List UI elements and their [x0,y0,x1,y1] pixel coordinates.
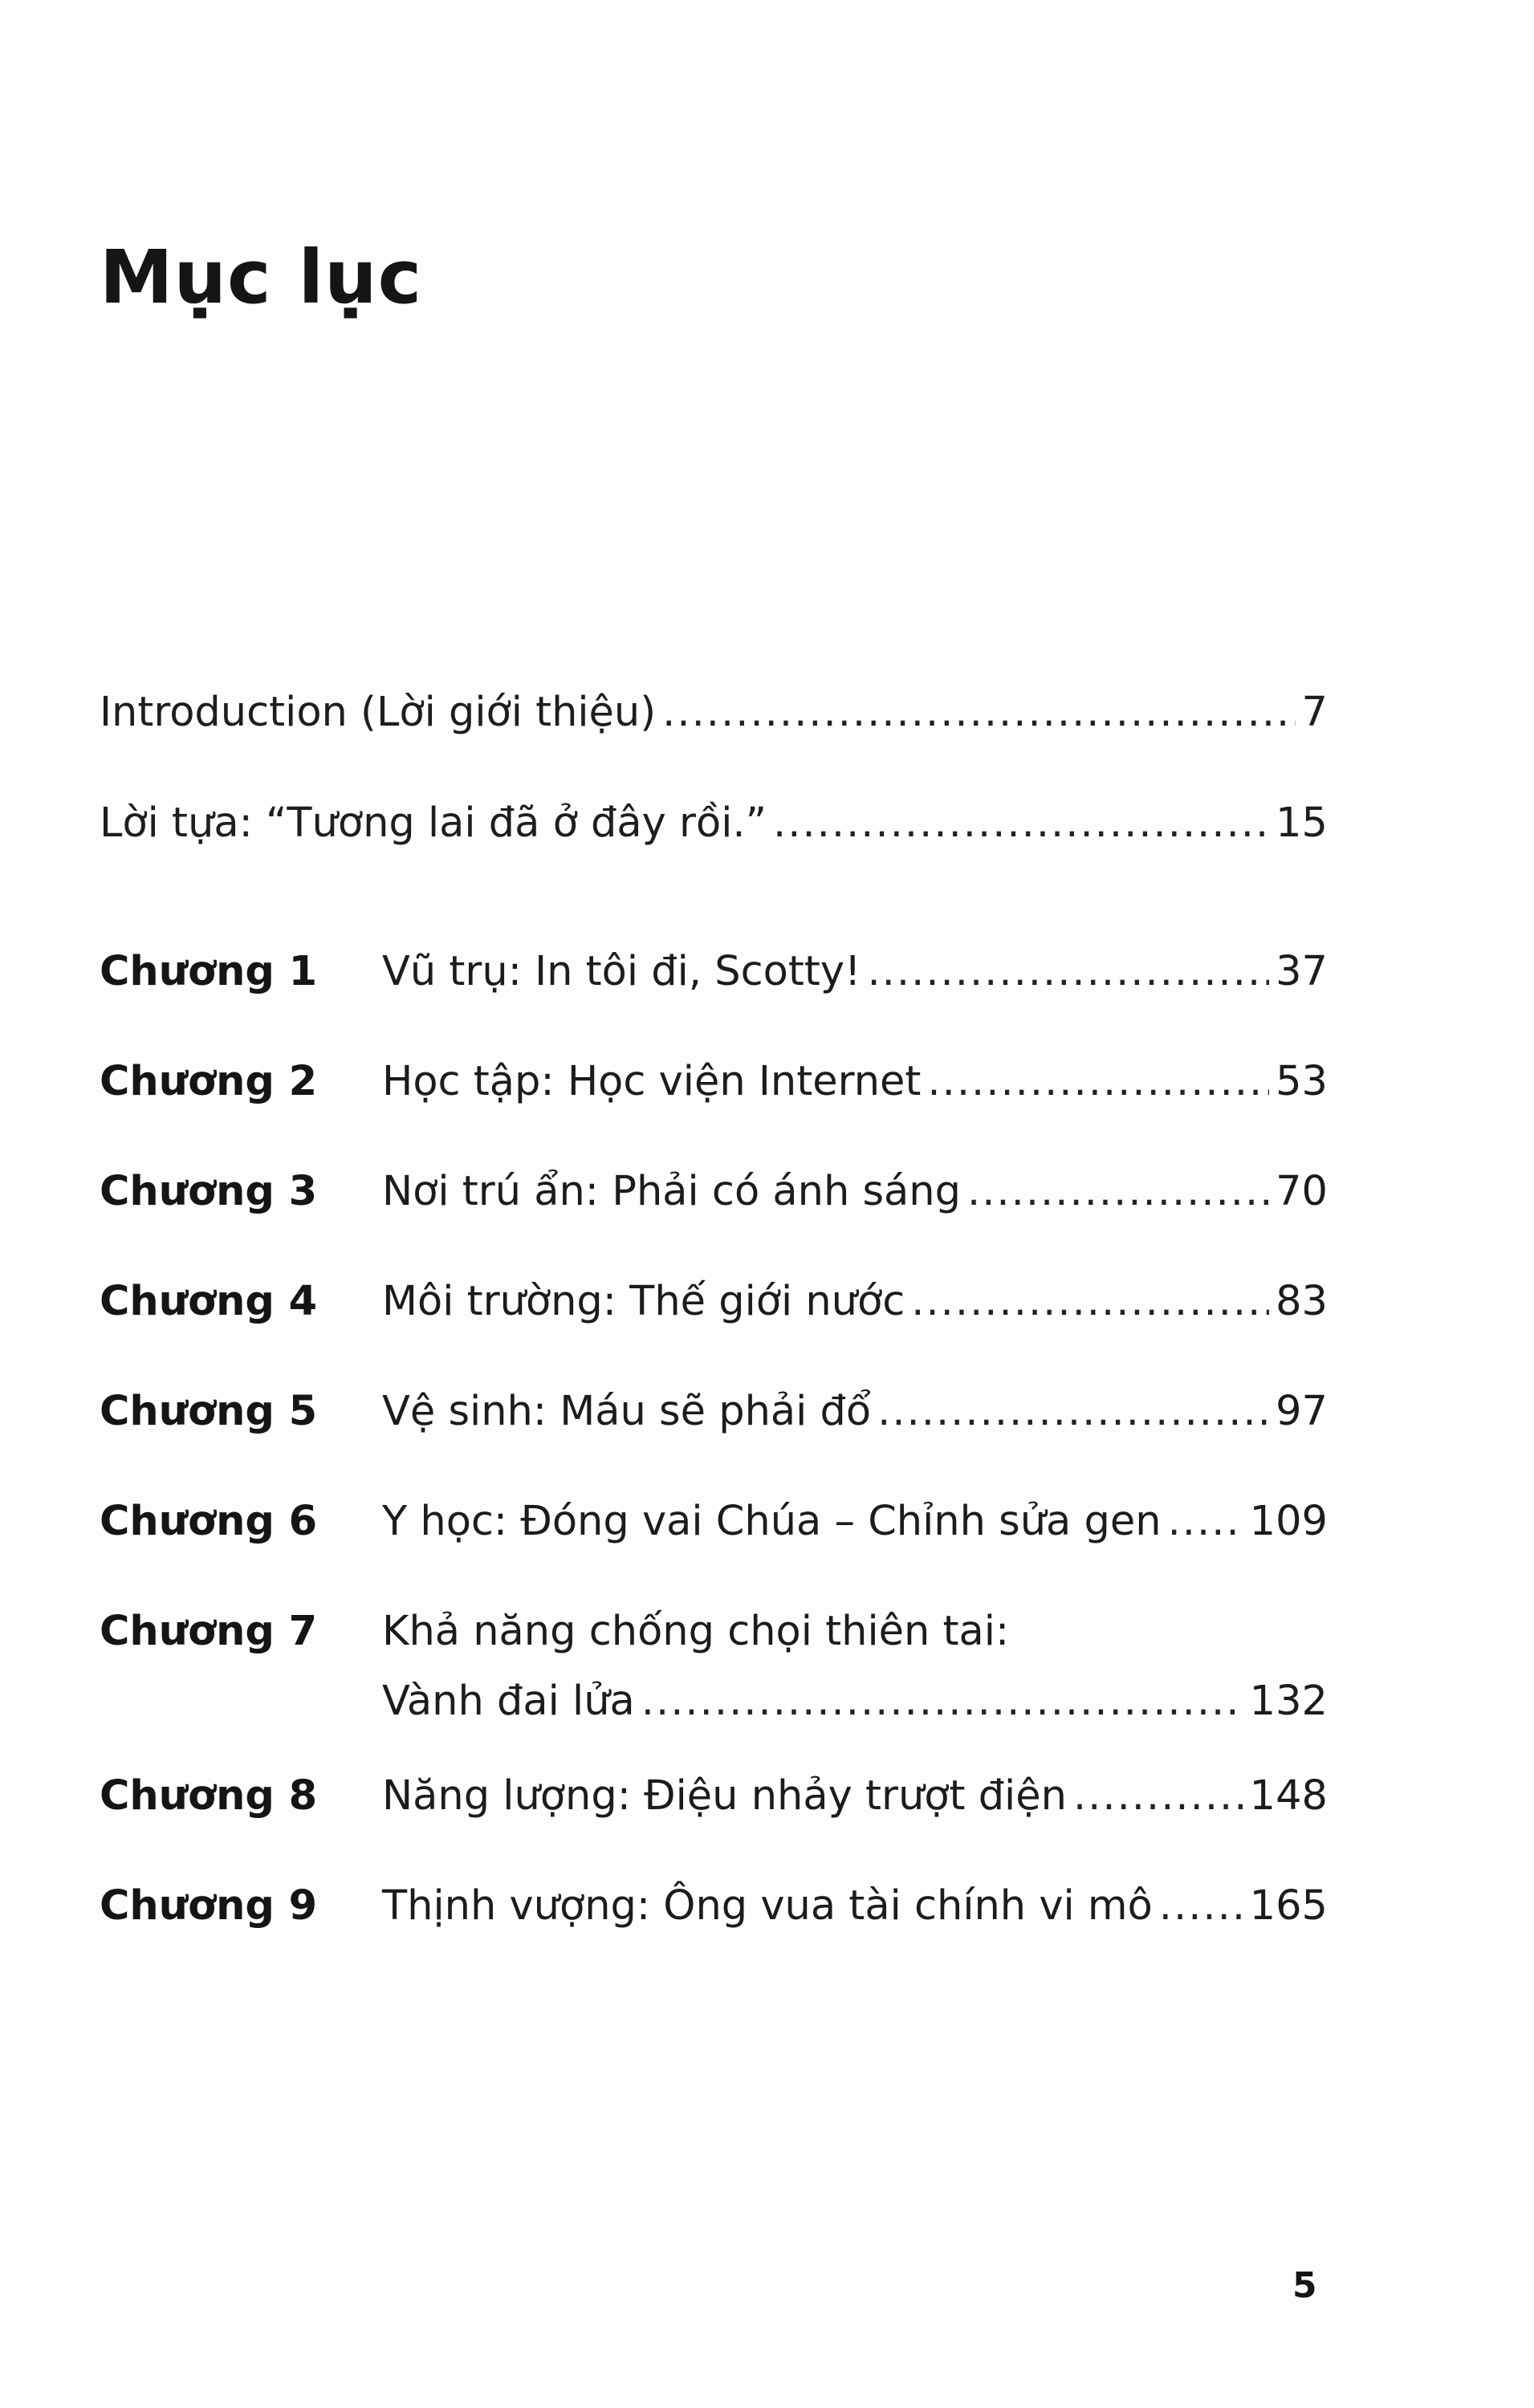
toc-chapter-4 [100,1278,1328,1325]
chapter-label: Chương 5 [100,1388,318,1435]
chapter-page-number: 165 [1249,1882,1328,1930]
chapter-page-number: 132 [1249,1678,1328,1725]
chapter-label: Chương 9 [100,1882,318,1930]
toc-chapter-9 [100,1882,1328,1930]
entry-title: Introduction (Lời giới thiệu) [100,689,657,736]
chapter-page-number: 37 [1276,948,1328,995]
chapter-title: Môi trường: Thế giới nước [382,1278,905,1325]
chapter-label: Chương 3 [100,1168,318,1215]
toc-chapter-2 [100,1058,1328,1105]
entry-page-number: 15 [1276,799,1328,847]
dot-leader [641,1681,1243,1722]
page-number: 5 [1292,2265,1317,2306]
dot-leader [967,1171,1269,1212]
dot-leader [867,951,1269,992]
chapter-page-number: 83 [1276,1278,1328,1325]
dot-leader [911,1281,1269,1322]
dot-leader [927,1061,1269,1102]
toc-chapter-1 [100,948,1328,995]
entry-page-number: 7 [1301,689,1328,736]
toc-chapter-7 [100,1608,1328,1725]
chapter-title: Vành đai lửa [382,1678,635,1725]
dot-leader [1073,1775,1243,1816]
chapter-title: Năng lượng: Điệu nhảy trượt điện [382,1772,1067,1820]
dot-leader [877,1391,1269,1432]
dot-leader [1168,1501,1243,1542]
chapter-page-number: 53 [1276,1058,1328,1105]
chapter-label: Chương 4 [100,1278,318,1325]
toc-chapter-6 [100,1498,1328,1545]
toc-entry-introduction [100,689,1328,736]
chapter-title-line1: Khả năng chống chọi thiên tai: [382,1608,1010,1655]
chapter-page-number: 70 [1276,1168,1328,1215]
chapter-label: Chương 7 [100,1608,318,1655]
chapter-title: Vệ sinh: Máu sẽ phải đổ [382,1388,872,1435]
chapter-page-number: 97 [1276,1388,1328,1435]
dot-leader [1159,1885,1243,1926]
toc-chapter-5 [100,1388,1328,1435]
chapter-page-number: 109 [1249,1498,1328,1545]
dot-leader [773,803,1269,844]
chapter-label: Chương 8 [100,1772,318,1820]
chapter-label: Chương 6 [100,1498,318,1545]
chapter-title: Thịnh vượng: Ông vua tài chính vi mô [382,1882,1153,1930]
chapter-title: Học tập: Học viện Internet [382,1058,922,1105]
entry-title: Lời tựa: “Tương lai đã ở đây rồi.” [100,799,767,847]
toc-chapter-8 [100,1772,1328,1820]
toc-entry-preface [100,799,1328,847]
page-title: Mục lục [100,234,423,320]
toc-chapter-3 [100,1168,1328,1215]
chapter-title: Vũ trụ: In tôi đi, Scotty! [382,948,861,995]
chapter-label: Chương 2 [100,1058,318,1105]
dot-leader [662,692,1295,733]
chapter-label: Chương 1 [100,948,318,995]
chapter-title: Nơi trú ẩn: Phải có ánh sáng [382,1168,961,1215]
chapter-title: Y học: Đóng vai Chúa – Chỉnh sửa gen [382,1498,1162,1545]
chapter-page-number: 148 [1249,1772,1328,1820]
